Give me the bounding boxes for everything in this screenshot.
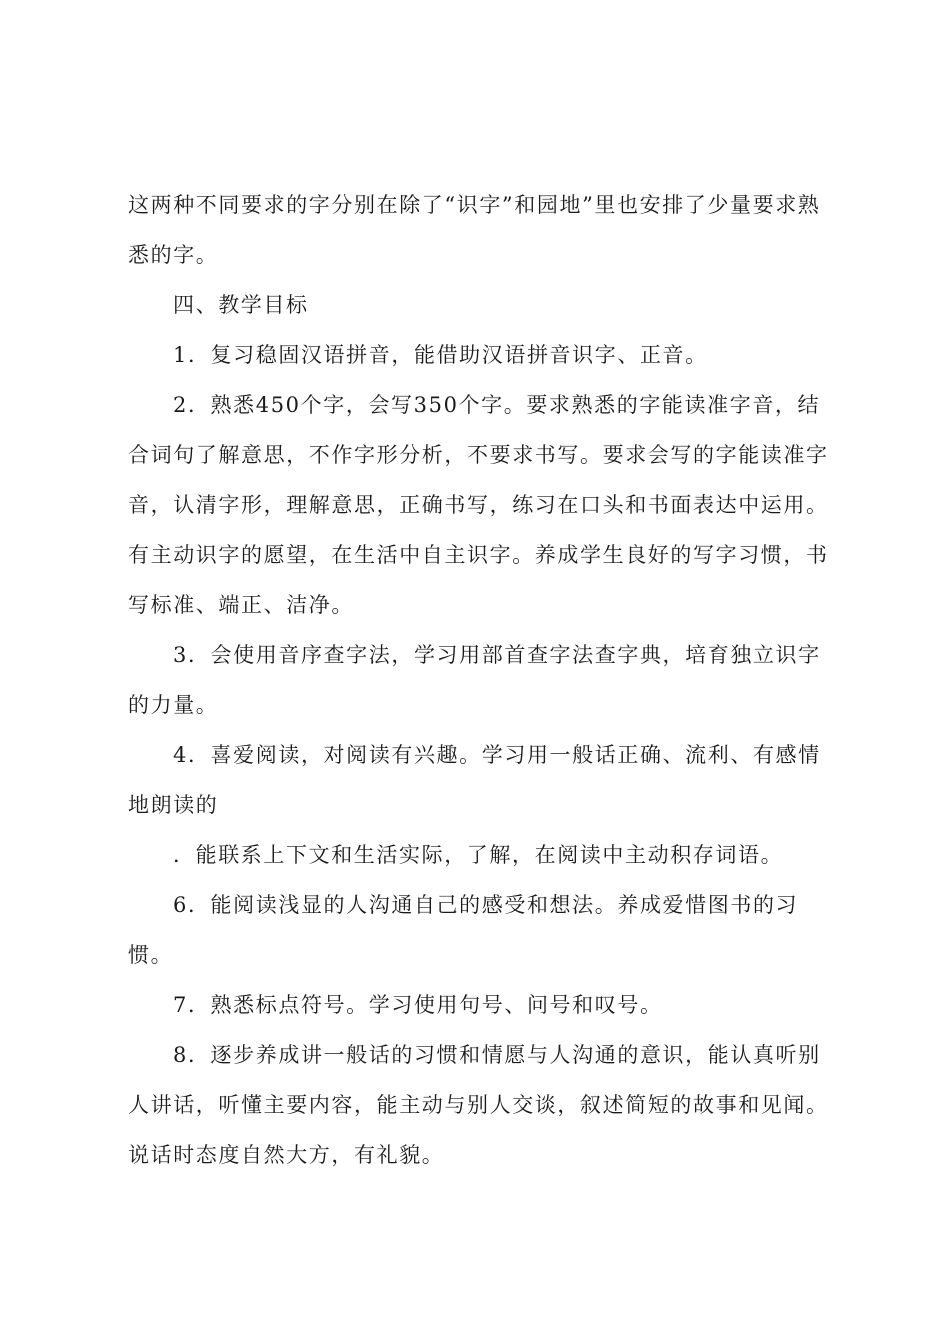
section-heading-teaching-goals: 四、教学目标 bbox=[173, 293, 309, 317]
goal-item-2: 2．熟悉450个字，会写350个字。要求熟悉的字能读准字音，结合词句了解意思，不作字形分析，不要求书写。要求会写的字能读准字音，认清字形，理解意思，正确书写，练习在口头和书面表达中运用。有主动识字的愿望，在生活中自主识字。养成学生良好的写字习惯，书写标准、端正、洁净。 bbox=[128, 393, 829, 617]
goal-item-5: ．能联系上下文和生活实际，了解，在阅读中主动积存词语。 bbox=[173, 843, 784, 867]
goal-item-6: 6．能阅读浅显的人沟通自己的感受和想法。养成爱惜图书的习惯。 bbox=[128, 893, 799, 967]
goal-item-3: 3．会使用音序查字法，学习用部首查字法查字典，培育独立识字的力量。 bbox=[128, 643, 821, 717]
paragraph-continuation: 这两种不同要求的字分别在除了“识字”和园地”里也安排了少量要求熟悉的字。 bbox=[128, 193, 821, 267]
goal-item-4: 4．喜爱阅读，对阅读有兴趣。学习用一般话正确、流利、有感情地朗读的 bbox=[128, 743, 821, 817]
goal-item-1: 1．复习稳固汉语拼音，能借助汉语拼音识字、正音。 bbox=[173, 343, 708, 367]
goal-item-8: 8．逐步养成讲一般话的习惯和情愿与人沟通的意识，能认真听别人讲话，听懂主要内容，能主动与别人交谈，叙述简短的故事和见闻。说话时态度自然大方，有礼貌。 bbox=[128, 1043, 829, 1167]
goal-item-7: 7．熟悉标点符号。学习使用句号、问号和叹号。 bbox=[173, 993, 663, 1017]
